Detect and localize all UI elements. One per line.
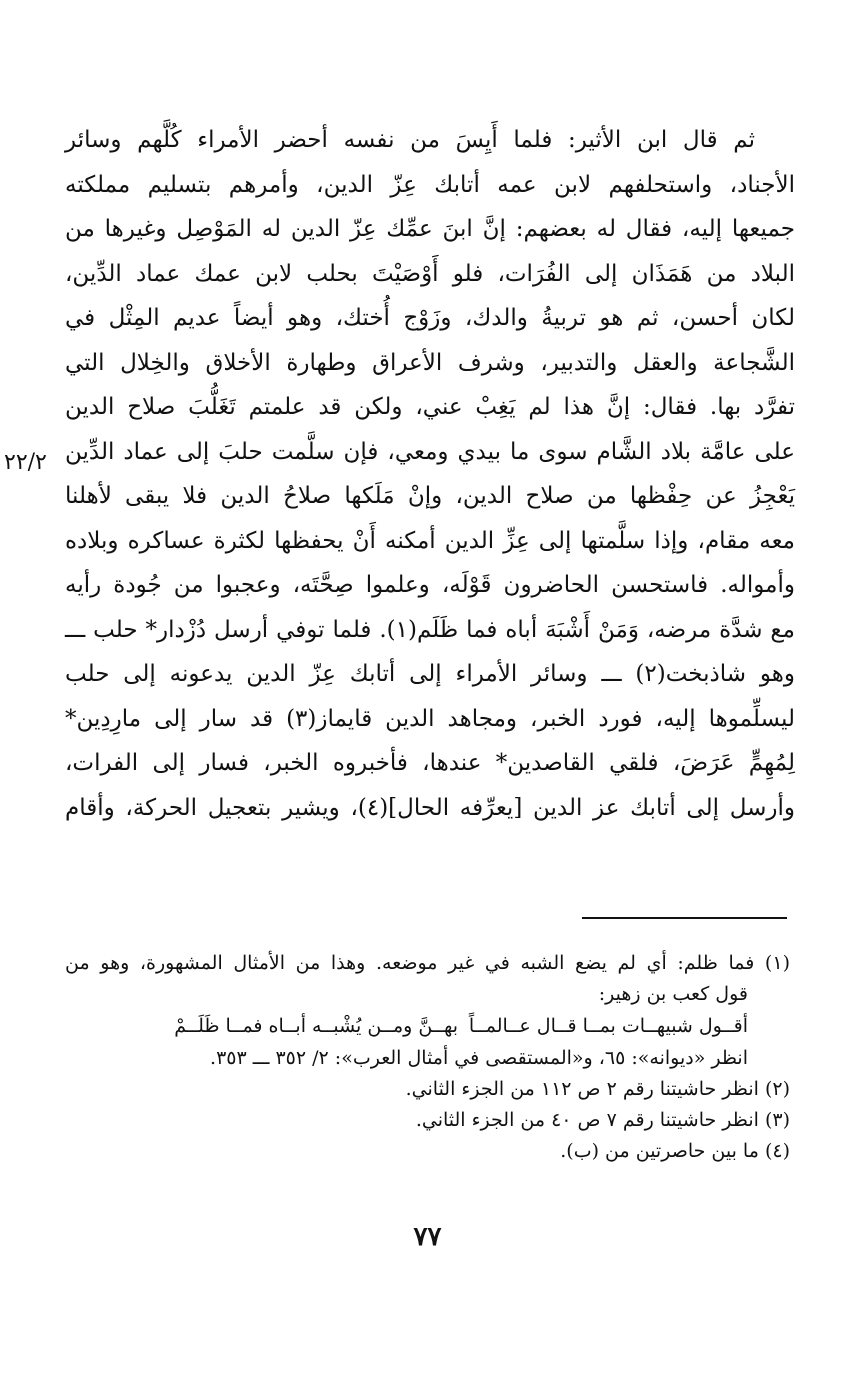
text-line: الشَّجاعة والعقل والتدبير، وشرف الأعراق وطهارة الأخلاق والخِلال التي — [65, 349, 795, 376]
text-line: لكان أحسن، ثم هو تربيةُ والدك، وزَوْج أُختك، وهو أيضاً عديم المِثْل في — [65, 305, 795, 331]
text-line: ثم قال ابن الأثير: فلما أَيِسَ من نفسه أحضر الأمراء كُلَّهم وسائر — [65, 127, 755, 153]
margin-reference: ٢٢/٢ — [4, 450, 47, 475]
footnotes — [65, 948, 790, 1167]
text-line: تفرَّد بها. فقال: إنَّ هذا لم يَغِبْ عني، ولكن قد علمتم تَغَلُّبَ صلاح الدين — [65, 394, 795, 420]
text-line: البلاد من هَمَذَان إلى الفُرَات، فلو أَوْصَيْتَ بحلب لابن عمك عماد الدِّين، — [65, 260, 795, 287]
page-number: ٧٧ — [413, 1222, 442, 1252]
poetry-verse — [65, 1010, 790, 1043]
text-line: وأمواله. فاستحسن الحاضرون قَوْلَه، وعلموا صِحَّتَه، وعجبوا من جُودة رأيه — [65, 572, 795, 598]
text-line: ليسلِّموها إليه، فورد الخبر، ومجاهد الدين قايماز(٣) قد سار إلى مارِدِين* — [65, 705, 796, 732]
footnote-2: (٢) انظر حاشيتنا رقم ٢ ص ١١٢ من الجزء الثاني. — [405, 1078, 790, 1100]
text-line: على عامَّة بلاد الشَّام سوى ما بيدي ومعي، فإن سلَّمت حلبَ إلى عماد الدِّين — [65, 438, 795, 465]
text-line: يَعْجِزُ عن حِفْظها من صلاح الدين، وإنْ مَلَكها صلاحُ الدين فلا يبقى لأهلنا — [65, 483, 795, 509]
text-line: وأرسل إلى أتابك عز الدين [يعرِّفه الحال](٤)، ويشير بتعجيل الحركة، وأقام — [65, 794, 795, 821]
footnote-1: (١) فما ظلم: أي لم يضع الشبه في غير موضعه. وهذا من الأمثال المشهورة، وهو من — [65, 952, 790, 974]
text-line: مع شدَّة مرضه، وَمَنْ أَشْبَهَ أباه فما ظَلَم(١). فلما توفي أرسل دُزْدار* حلب ـــ — [65, 616, 795, 643]
text-line: الأجناد، واستحلفهم لابن عمه أتابك عِزّ الدين، وأمرهم بتسليم مملكته — [65, 171, 795, 198]
verse-second-hemistich: بهــنَّ ومــن يُشْبــه أبــاه فمــا ظَلَــمْ — [174, 1015, 458, 1037]
footnote-1-continuation: قول كعب بن زهير: — [598, 983, 748, 1005]
footnote-1-reference: انظر «ديوانه»: ٦٥، و«المستقصى في أمثال العرب»: ٢/ ٣٥٢ ـــ ٣٥٣. — [210, 1047, 748, 1069]
text-line: وهو شاذبخت(٢) ـــ وسائر الأمراء إلى أتابك عِزّ الدين يدعونه إلى حلب — [65, 661, 795, 687]
verse-first-hemistich: أقــول شبيهــات بمــا قــال عــالمــاً — [468, 1015, 748, 1037]
footnote-separator — [582, 917, 787, 919]
footnote-3: (٣) انظر حاشيتنا رقم ٧ ص ٤٠ من الجزء الثاني. — [415, 1109, 790, 1131]
text-line: جميعها إليه، فقال له بعضهم: إنَّ ابنَ عمِّك عِزّ الدين له المَوْصِل وغيرها من — [65, 216, 795, 242]
footnote-4: (٤) ما بين حاصرتين من (ب). — [560, 1140, 790, 1162]
main-text-block — [65, 118, 795, 830]
text-line: معه مقام، وإذا سلَّمتها إلى عِزِّ الدين أمكنه أَنْ يحفظها لكثرة عساكره وبلاده — [65, 527, 795, 554]
text-line: لِمُهِمٍّ عَرَضَ، فلقي القاصدين* عندها، فأخبروه الخبر، فسار إلى الفرات، — [65, 750, 795, 776]
